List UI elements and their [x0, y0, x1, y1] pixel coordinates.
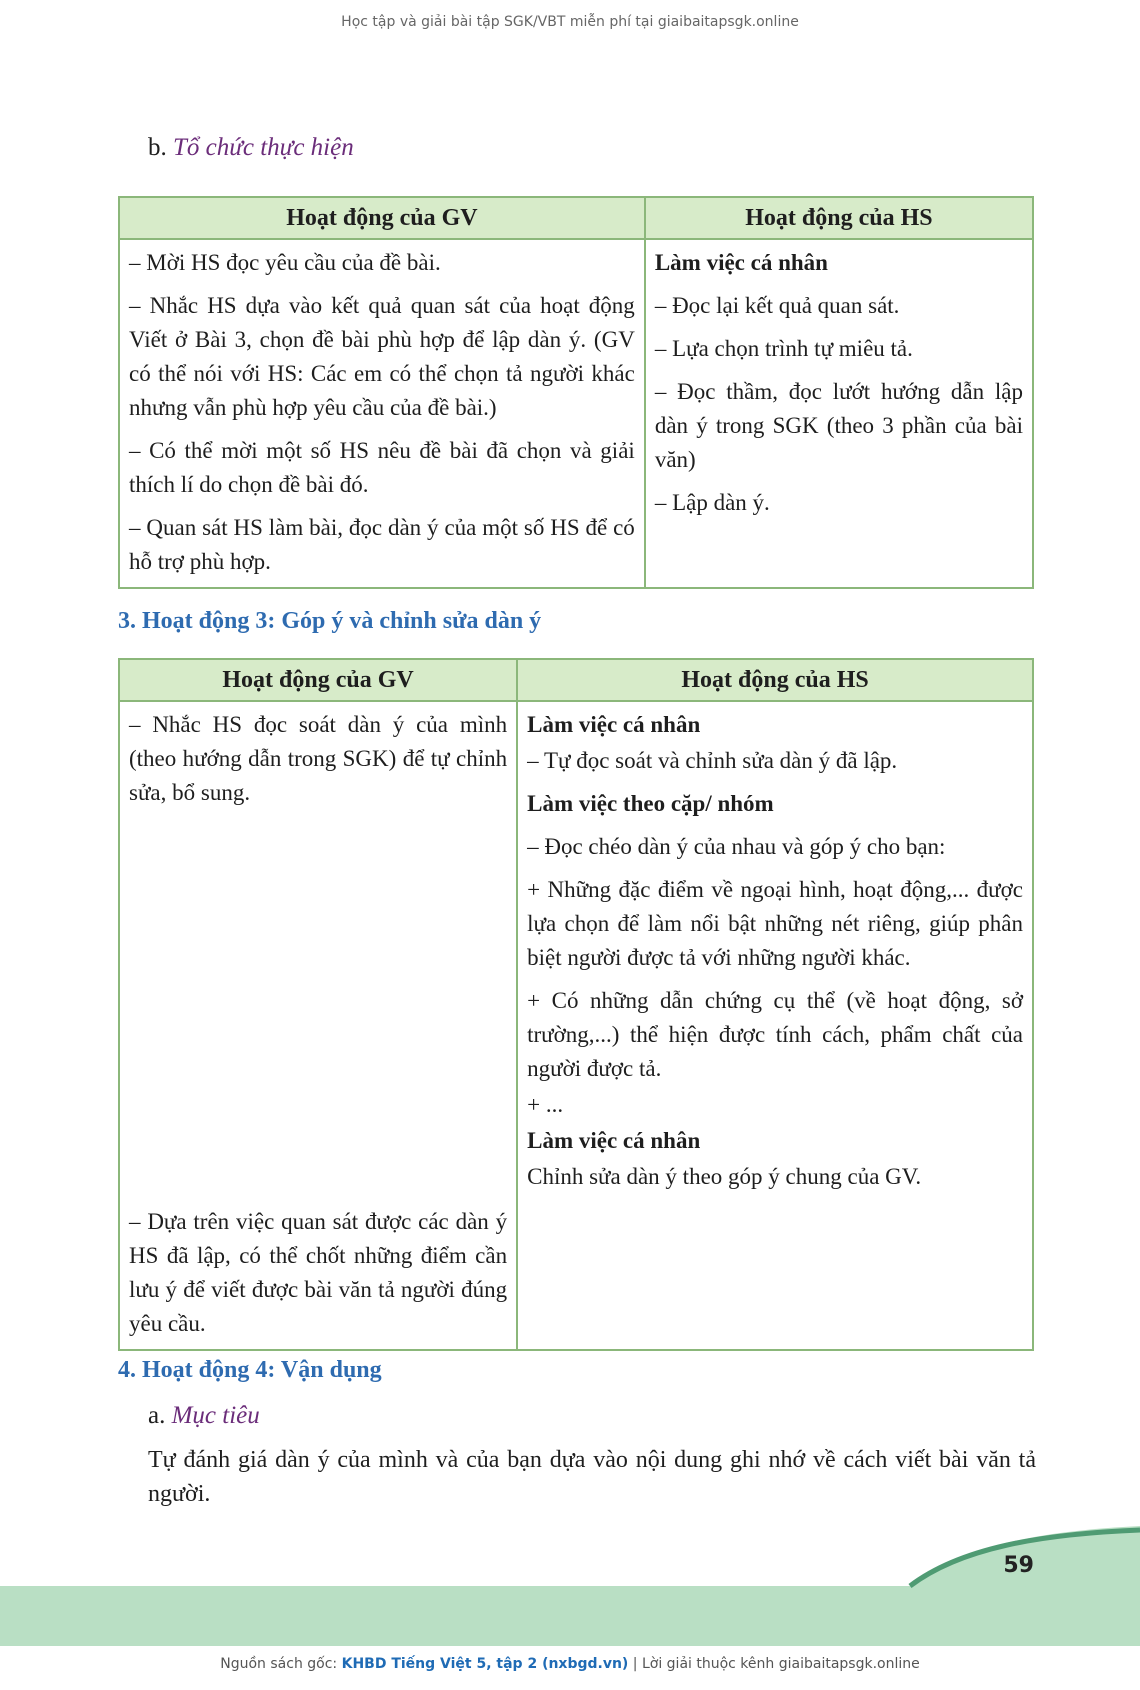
hs-item: – Đọc lại kết quả quan sát.: [654, 293, 900, 318]
hs-cell: [517, 701, 1033, 1350]
table-row: [119, 239, 1033, 588]
gv-item: – Quan sát HS làm bài, đọc dàn ý của một số HS để có hỗ trợ phù hợp.: [129, 515, 635, 574]
hs-mode-label: Làm việc cá nhân: [654, 250, 828, 275]
hs-item: + ...: [527, 1092, 564, 1117]
page-number: 59: [1003, 1553, 1034, 1578]
activity-table-1: [118, 196, 1034, 589]
hs-item: – Lựa chọn trình tự miêu tả.: [654, 336, 913, 361]
top-watermark-note: Học tập và giải bài tập SGK/VBT miễn phí tại giaibaitapsgk.online: [341, 14, 799, 30]
footer-suffix: | Lời giải thuộc kênh giaibaitapsgk.online: [628, 1656, 920, 1672]
subheading-letter: a.: [148, 1402, 166, 1429]
gv-item: – Nhắc HS dựa vào kết quả quan sát của hoạt động Viết ở Bài 3, chọn đề bài phù hợp để lập dàn ý. (GV có thể nói với HS: Các em có thể chọn tả người khác nhưng vẫn phù hợp yêu cầu của đề bài.): [129, 293, 635, 420]
hs-mode-label: Làm việc theo cặp/ nhóm: [527, 791, 774, 816]
gv-item: – Mời HS đọc yêu cầu của đề bài.: [129, 250, 441, 275]
spacer: [129, 819, 507, 1205]
hs-item: Chỉnh sửa dàn ý theo góp ý chung của GV.: [527, 1164, 922, 1189]
header-hs: Hoạt động của HS: [517, 659, 1033, 701]
hs-item: – Đọc chéo dàn ý của nhau và góp ý cho bạn:: [527, 834, 946, 859]
activity-table-2: [118, 658, 1034, 1351]
footer-prefix: Nguồn sách gốc:: [220, 1656, 342, 1672]
hs-cell: [645, 239, 1033, 588]
footer-source-link[interactable]: KHBD Tiếng Việt 5, tập 2 (nxbgd.vn): [341, 1656, 629, 1672]
subheading-organization: [148, 134, 354, 162]
hs-mode-label: Làm việc cá nhân: [527, 712, 701, 737]
gv-item: – Có thể mời một số HS nêu đề bài đã chọn và giải thích lí do chọn đề bài đó.: [129, 438, 635, 497]
subheading-objective: [148, 1402, 260, 1430]
section-4-title: 4. Hoạt động 4: Vận dụng: [118, 1357, 382, 1383]
hs-item: – Lập dàn ý.: [654, 490, 770, 515]
objective-paragraph: Tự đánh giá dàn ý của mình và của bạn dựa vào nội dung ghi nhớ về cách viết bài văn tả người.: [148, 1447, 1036, 1507]
hs-item: – Tự đọc soát và chỉnh sửa dàn ý đã lập.: [527, 748, 898, 773]
table-header-row: [119, 197, 1033, 239]
gv-cell: [119, 701, 517, 1350]
gv-item: – Dựa trên việc quan sát được các dàn ý HS đã lập, có thể chốt những điểm cần lưu ý để viết được bài văn tả người đúng yêu cầu.: [129, 1209, 508, 1336]
table-row: [119, 701, 1033, 1350]
gv-cell: [119, 239, 645, 588]
subheading-text: Mục tiêu: [171, 1402, 260, 1429]
section-3-title: 3. Hoạt động 3: Góp ý và chỉnh sửa dàn ý: [118, 608, 542, 634]
subheading-text: Tổ chức thực hiện: [173, 134, 354, 161]
header-hs: Hoạt động của HS: [645, 197, 1033, 239]
subheading-letter: b.: [148, 134, 167, 161]
hs-item: + Những đặc điểm về ngoại hình, hoạt động,... được lựa chọn để làm nổi bật những nét riêng, giúp phân biệt người được tả với những người khác.: [527, 877, 1023, 970]
table-header-row: [119, 659, 1033, 701]
hs-item: – Đọc thầm, đọc lướt hướng dẫn lập dàn ý trong SGK (theo 3 phần của bài văn): [654, 379, 1023, 472]
bottom-source-note: [0, 1656, 1140, 1672]
gv-item: – Nhắc HS đọc soát dàn ý của mình (theo hướng dẫn trong SGK) để tự chỉnh sửa, bổ sung.: [129, 712, 508, 805]
footer-band: [0, 1586, 1140, 1646]
header-gv: Hoạt động của GV: [119, 659, 517, 701]
hs-mode-label: Làm việc cá nhân: [527, 1128, 701, 1153]
hs-item: + Có những dẫn chứng cụ thể (về hoạt động, sở trường,...) thể hiện được tính cách, phẩm chất của người được tả.: [527, 988, 1023, 1081]
header-gv: Hoạt động của GV: [119, 197, 645, 239]
